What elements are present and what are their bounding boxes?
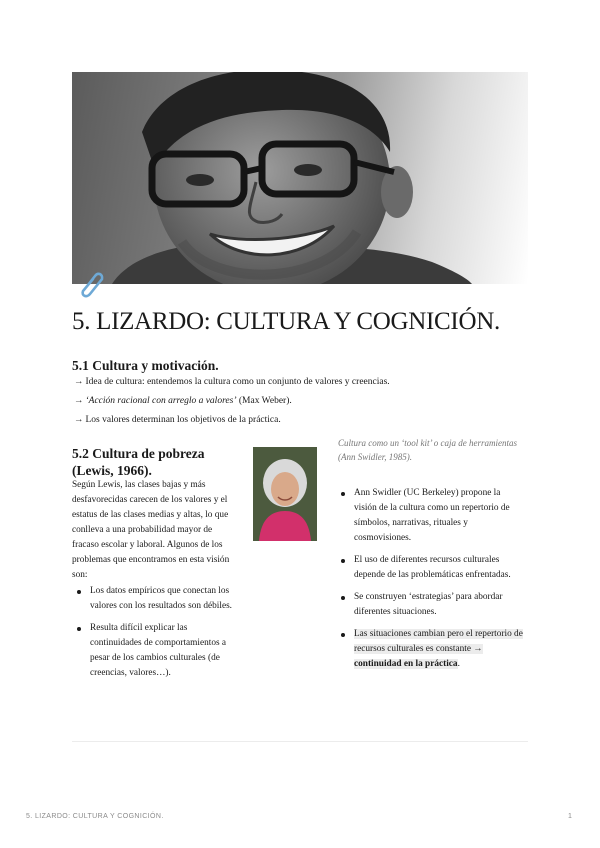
list-item: Resulta difícil explicar las continuidades de comportamientos a pesar de los cambios culturales (de creencias, valores…). (74, 621, 236, 681)
figure-caption: Cultura como un ‘tool kit’ o caja de herramientas (Ann Swidler, 1985). (338, 438, 517, 462)
list-item: El uso de diferentes recursos culturales depende de las problemáticas enfrentadas. (338, 553, 524, 583)
woman-portrait-photo (253, 447, 317, 541)
paperclip-icon (74, 268, 108, 302)
swidler-list (338, 486, 524, 679)
list-item: Se construyen ‘estrategias’ para abordar diferentes situaciones. (338, 590, 524, 620)
list-item: Ann Swidler (UC Berkeley) propone la visión de la cultura como un repertorio de símbolos, narrativas, rituales y cosmovisiones. (338, 486, 524, 546)
header-photo (72, 72, 528, 284)
page-title: 5. LIZARDO: CULTURA Y COGNICIÓN. (72, 308, 500, 335)
footer-title: 5. LIZARDO: CULTURA Y COGNICIÓN. (26, 813, 164, 820)
smiling-man-photo (72, 72, 528, 284)
lewis-paragraph: Según Lewis, las clases bajas y más desfavorecidas carecen de los valores y el estatus de las clases medias y altas, lo que conlleva a una probabilidad mayor de fracaso escolar y laboral. Algunos de los problemas que encontramos en esta visión son: (72, 480, 230, 580)
list-item: Las situaciones cambian pero el repertorio de recursos culturales es constante → continuidad en la práctica. (338, 627, 524, 672)
bullet-line-cultura: → Idea de cultura: entendemos la cultura como un conjunto de valores y creencias. (74, 377, 390, 387)
bullet-line-weber: → ‘Acción racional con arreglo a valores’ (Max Weber). (74, 396, 292, 406)
arrow-icon: → (74, 396, 84, 406)
ann-swidler-photo (253, 447, 317, 541)
problems-list (74, 584, 236, 688)
page-number: 1 (568, 813, 572, 820)
arrow-icon: → (74, 415, 84, 425)
section-heading-5-1: 5.1 Cultura y motivación. (72, 358, 219, 373)
bullet-line-valores: → Los valores determinan los objetivos de la práctica. (74, 415, 281, 425)
section-heading-5-2: 5.2 Cultura de pobreza (Lewis, 1966). (72, 446, 205, 478)
arrow-icon: → (74, 377, 84, 387)
list-item: Los datos empíricos que conectan los valores con los resultados son débiles. (74, 584, 236, 614)
divider (72, 741, 528, 742)
